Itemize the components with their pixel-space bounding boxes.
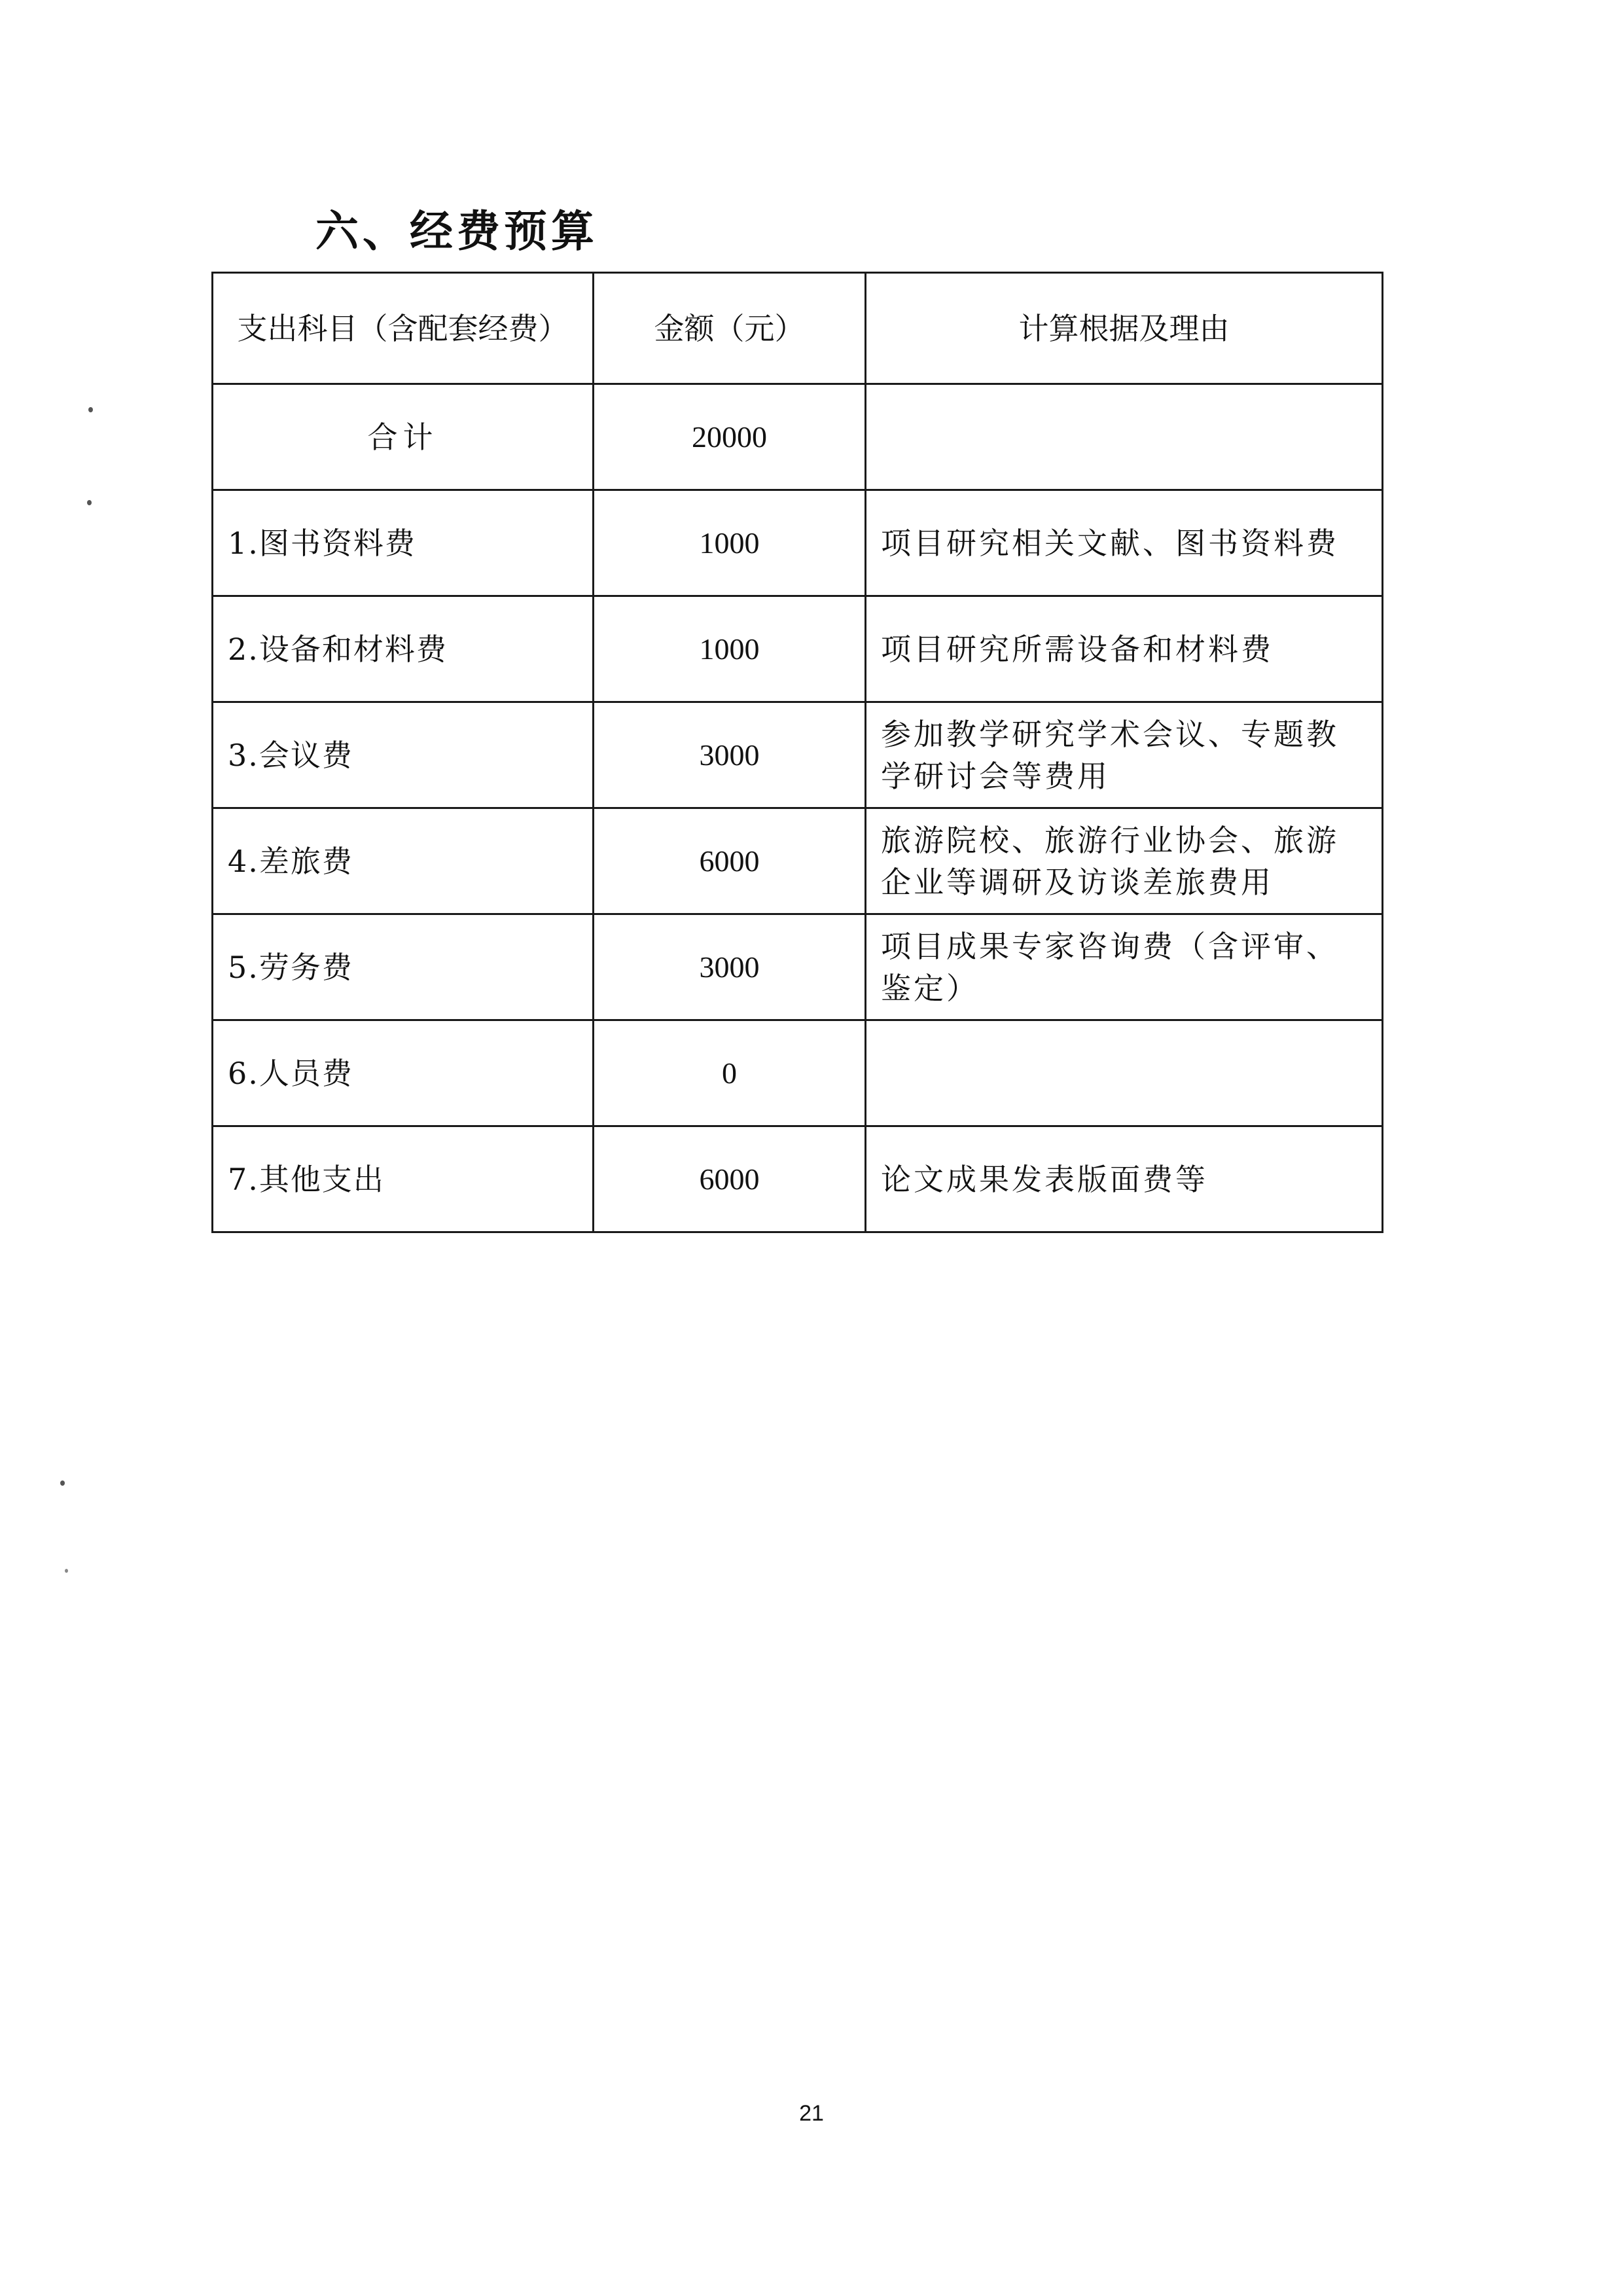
total-reason (866, 384, 1383, 490)
budget-table (211, 272, 1383, 1233)
table-row (213, 596, 1383, 702)
total-row (213, 384, 1383, 490)
section-heading: 六、经费预算 (315, 206, 598, 257)
row-reason: 论文成果发表版面费等 (866, 1126, 1383, 1232)
scan-speck (60, 1480, 65, 1486)
row-reason: 项目研究相关文献、图书资料费 (866, 490, 1383, 596)
row-item: 7.其他支出 (213, 1126, 594, 1232)
table-row (213, 914, 1383, 1020)
scan-speck (88, 407, 93, 412)
table-row (213, 702, 1383, 808)
row-item: 1.图书资料费 (213, 490, 594, 596)
header-amount: 金额（元） (594, 273, 866, 384)
row-amount: 6000 (594, 808, 866, 914)
total-label: 合计 (213, 384, 594, 490)
table-row (213, 490, 1383, 596)
scan-speck (65, 1569, 68, 1573)
row-item: 3.会议费 (213, 702, 594, 808)
row-item: 5.劳务费 (213, 914, 594, 1020)
row-reason: 项目研究所需设备和材料费 (866, 596, 1383, 702)
row-reason: 项目成果专家咨询费（含评审、鉴定） (866, 914, 1383, 1020)
table-row (213, 1126, 1383, 1232)
row-item: 4.差旅费 (213, 808, 594, 914)
row-amount: 0 (594, 1020, 866, 1126)
table-header-row (213, 273, 1383, 384)
table-row (213, 808, 1383, 914)
row-item: 6.人员费 (213, 1020, 594, 1126)
row-amount: 6000 (594, 1126, 866, 1232)
scan-speck (87, 500, 92, 505)
row-reason (866, 1020, 1383, 1126)
row-item: 2.设备和材料费 (213, 596, 594, 702)
row-amount: 3000 (594, 914, 866, 1020)
row-reason: 参加教学研究学术会议、专题教学研讨会等费用 (866, 702, 1383, 808)
header-expense-item: 支出科目（含配套经费） (213, 273, 594, 384)
row-amount: 1000 (594, 596, 866, 702)
row-amount: 3000 (594, 702, 866, 808)
row-amount: 1000 (594, 490, 866, 596)
header-reason: 计算根据及理由 (866, 273, 1383, 384)
row-reason: 旅游院校、旅游行业协会、旅游企业等调研及访谈差旅费用 (866, 808, 1383, 914)
total-amount: 20000 (594, 384, 866, 490)
page-number: 21 (799, 2101, 824, 2126)
table-row (213, 1020, 1383, 1126)
